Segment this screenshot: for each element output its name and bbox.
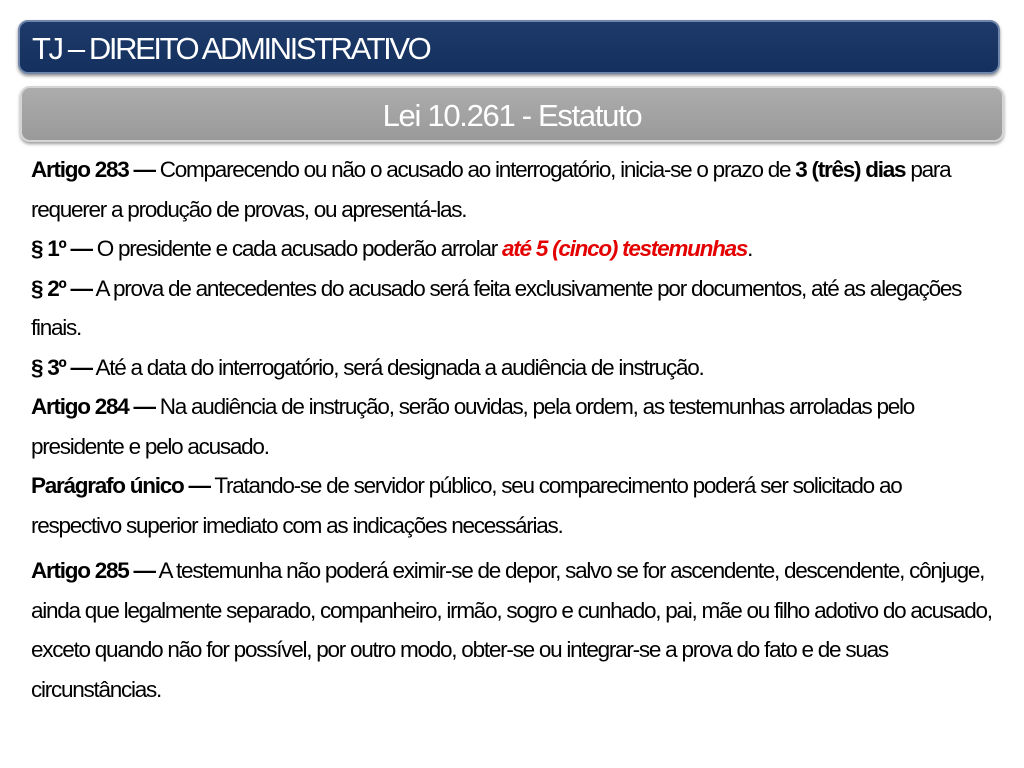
artigo-283-term: 3 (três) dias bbox=[795, 157, 906, 182]
paragrafo-1 bbox=[31, 229, 996, 269]
paragrafo-1-text-b: . bbox=[747, 236, 753, 261]
artigo-283-text-a: Comparecendo ou não o acusado ao interrogatório, inicia-se o prazo de bbox=[154, 157, 796, 182]
artigo-284 bbox=[31, 387, 996, 466]
artigo-283-label: Artigo 283 — bbox=[31, 157, 155, 182]
paragrafo-3-label: § 3º — bbox=[31, 354, 92, 380]
slide-title: TJ – DIREITO ADMINISTRATIVO bbox=[32, 31, 430, 66]
paragrafo-1-label: § 1º — bbox=[31, 236, 92, 261]
artigo-284-text: Na audiência de instrução, serão ouvidas, pela ordem, as testemunhas arroladas pelo presidente e pelo acusado. bbox=[31, 394, 915, 459]
artigo-283 bbox=[31, 150, 996, 229]
paragrafo-3 bbox=[31, 348, 996, 388]
paragrafo-unico-label: Parágrafo único — bbox=[31, 473, 210, 498]
artigo-285 bbox=[31, 551, 996, 709]
paragrafo-unico bbox=[31, 466, 996, 545]
paragrafo-2 bbox=[31, 269, 996, 348]
subtitle-bar bbox=[20, 86, 1004, 142]
title-bar bbox=[18, 20, 1000, 74]
paragrafo-1-text-a: O presidente e cada acusado poderão arrolar bbox=[91, 236, 503, 261]
slide-body bbox=[31, 150, 996, 709]
artigo-285-label: Artigo 285 — bbox=[31, 558, 155, 583]
paragrafo-2-text: A prova de antecedentes do acusado será feita exclusivamente por documentos, até as alegações finais. bbox=[31, 275, 962, 340]
artigo-285-text: A testemunha não poderá eximir-se de depor, salvo se for ascendente, descendente, cônjuge, ainda que legalmente separado, companheiro, irmão, sogro e cunhado, pai, mãe ou filho adotivo do acusado, exceto quando não for possível, por outro modo, obter-se ou integrar-se a prova do fato e de suas circunstâncias. bbox=[31, 558, 992, 702]
paragrafo-3-text: Até a data do interrogatório, será designada a audiência de instrução. bbox=[91, 354, 704, 380]
paragrafo-2-label: § 2º — bbox=[31, 275, 92, 301]
artigo-283-text-b: para requerer a produção de provas, ou apresentá-las. bbox=[31, 157, 951, 222]
paragrafo-unico-text: Tratando-se de servidor público, seu comparecimento poderá ser solicitado ao respectivo superior imediato com as indicações necessárias. bbox=[31, 473, 902, 538]
paragrafo-1-highlight: até 5 (cinco) testemunhas bbox=[502, 236, 748, 261]
slide-subtitle: Lei 10.261 - Estatuto bbox=[382, 98, 642, 133]
artigo-284-label: Artigo 284 — bbox=[31, 394, 155, 419]
